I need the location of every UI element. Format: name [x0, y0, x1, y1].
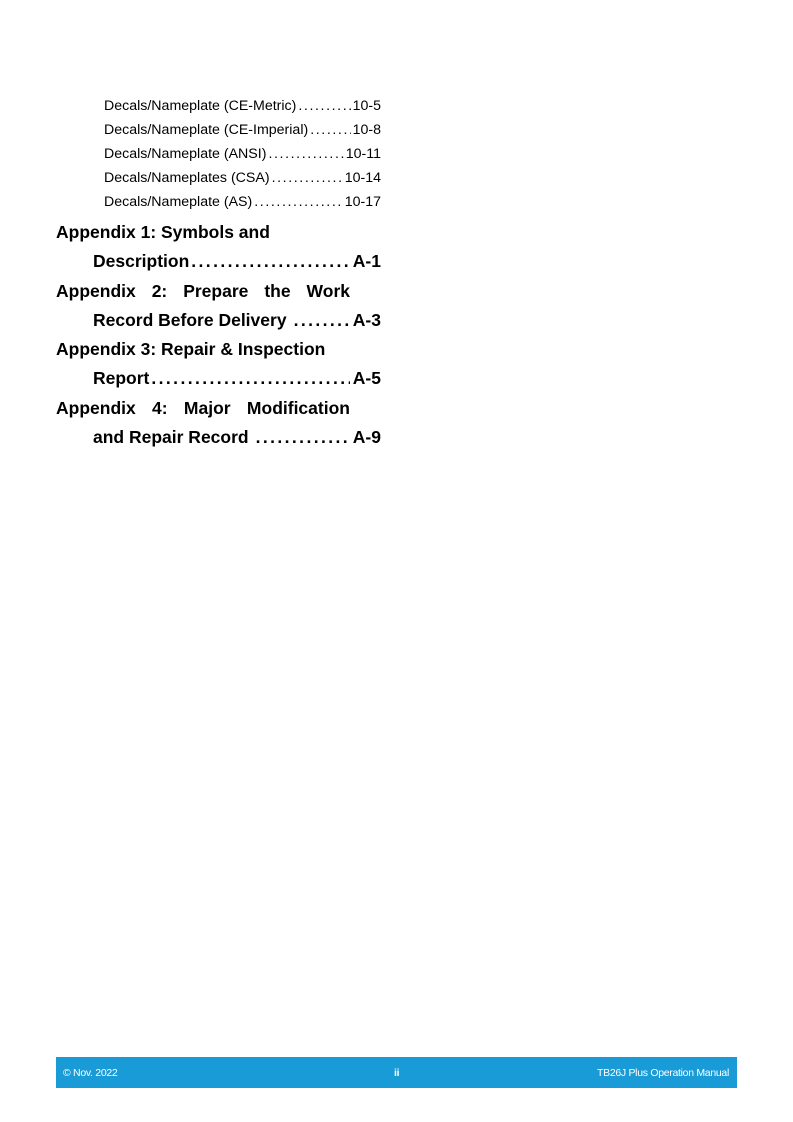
- appendix-heading-word: the: [264, 281, 291, 301]
- appendix-heading-word: Modification: [246, 398, 350, 418]
- appendix-heading-line: [56, 218, 381, 247]
- footer-manual-title: TB26J Plus Operation Manual: [597, 1067, 729, 1079]
- page-footer: [56, 1057, 737, 1088]
- appendix-title: Report: [93, 367, 150, 388]
- toc-entry-page: 10-5: [352, 98, 381, 114]
- appendix-page: A-3: [352, 309, 381, 330]
- appendix-heading-line: [56, 394, 381, 423]
- dot-leader: [256, 423, 350, 452]
- toc-entry-title: Decals/Nameplate (CE-Imperial): [104, 122, 309, 138]
- toc-entry-page: 10-11: [345, 146, 381, 162]
- toc-entry-title: Decals/Nameplates (CSA): [104, 170, 270, 186]
- appendix-title-line: [56, 247, 381, 276]
- dot-leader: [151, 364, 349, 393]
- dot-leader: [268, 144, 343, 164]
- appendix-heading-text: Appendix 1: Symbols and: [56, 222, 270, 242]
- appendix-title-line: [56, 423, 381, 452]
- appendix-title-line: [56, 306, 381, 335]
- appendix-heading-word: Prepare: [183, 281, 249, 301]
- dot-leader: [272, 168, 343, 188]
- toc-appendix-entry[interactable]: [56, 277, 381, 334]
- appendix-page: A-5: [352, 367, 381, 388]
- toc-entry-title: Decals/Nameplate (AS): [104, 194, 253, 210]
- appendix-heading-word: Appendix: [56, 398, 136, 418]
- appendix-heading-text: Appendix 3: Repair & Inspection: [56, 339, 326, 359]
- toc-entry-title: Decals/Nameplate (ANSI): [104, 146, 267, 162]
- dot-leader: [310, 120, 350, 140]
- appendix-heading-word: Major: [183, 398, 231, 418]
- appendix-heading-word: 2:: [151, 281, 168, 301]
- footer-page-number: ii: [394, 1067, 400, 1079]
- appendix-title-line: [56, 364, 381, 393]
- appendix-heading-line: [56, 277, 381, 306]
- toc-appendix-entry[interactable]: [56, 218, 381, 275]
- toc-entry[interactable]: [104, 192, 381, 212]
- appendix-title: Record Before Delivery: [93, 309, 287, 330]
- toc-entry[interactable]: [104, 96, 381, 116]
- toc-appendix-entry[interactable]: [56, 394, 381, 451]
- toc-entry[interactable]: [104, 168, 381, 188]
- appendix-title: and Repair Record: [93, 426, 249, 447]
- toc-entry-page: 10-14: [344, 170, 381, 186]
- dot-leader: [254, 192, 342, 212]
- appendix-heading-word: 4:: [152, 398, 168, 418]
- appendix-title: Description: [93, 250, 190, 271]
- footer-copyright: © Nov. 2022: [63, 1067, 118, 1079]
- appendix-page: A-9: [352, 426, 381, 447]
- toc-entry-title: Decals/Nameplate (CE-Metric): [104, 98, 297, 114]
- dot-leader: [294, 306, 350, 335]
- appendix-page: A-1: [352, 250, 381, 271]
- toc-entry-page: 10-8: [352, 122, 381, 138]
- toc-appendix-entry[interactable]: [56, 335, 381, 392]
- dot-leader: [191, 247, 350, 276]
- toc-entry[interactable]: [104, 120, 381, 140]
- appendix-heading-line: [56, 335, 381, 364]
- appendix-heading-word: Appendix: [56, 281, 136, 301]
- toc-entry-page: 10-17: [344, 194, 381, 210]
- appendix-heading-word: Work: [306, 281, 350, 301]
- toc-entry[interactable]: [104, 144, 381, 164]
- dot-leader: [298, 96, 350, 116]
